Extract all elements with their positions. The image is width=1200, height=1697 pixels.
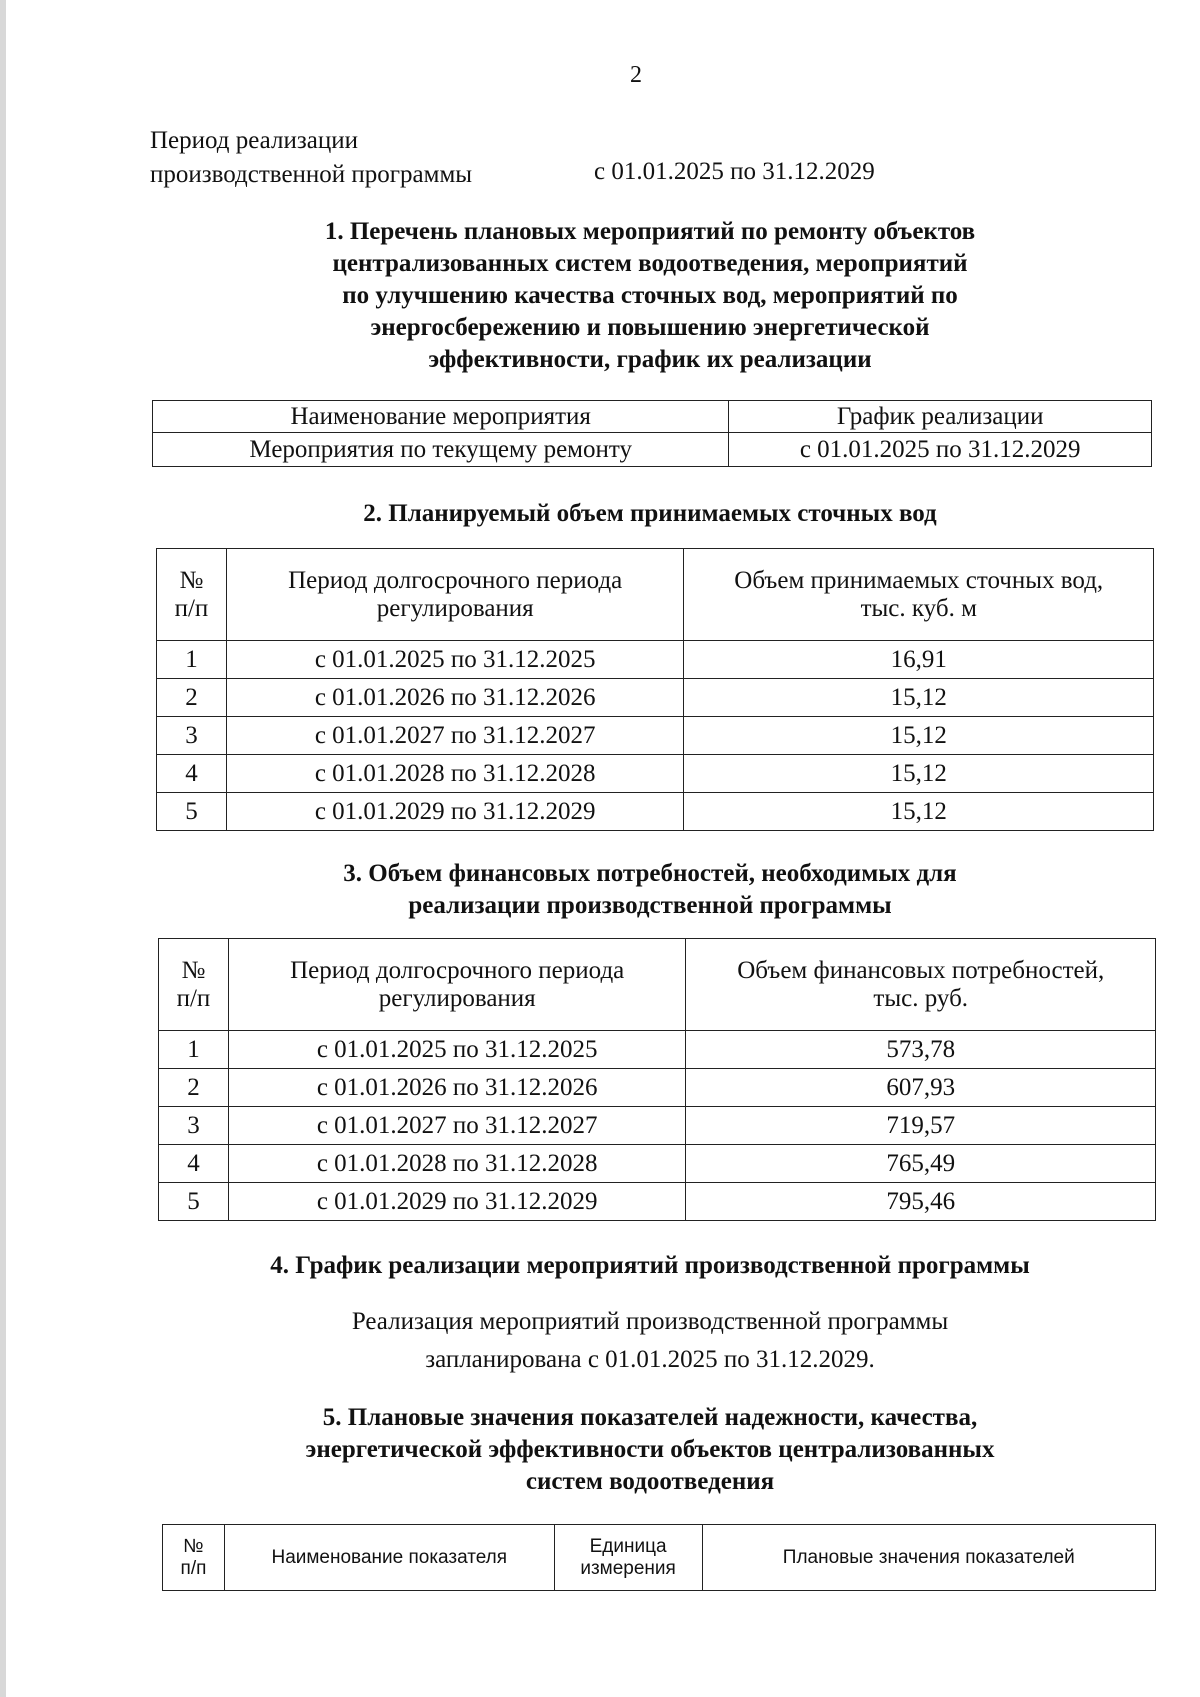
table-row — [157, 641, 1154, 679]
row-period: с 01.01.2025 по 31.12.2025 — [228, 1031, 686, 1069]
period-label — [150, 124, 472, 192]
table-row — [157, 717, 1154, 755]
section1-title-line4: энергосбережению и повышению энергетической — [370, 314, 930, 341]
row-num: 3 — [159, 1107, 229, 1145]
section2-title — [150, 498, 1150, 530]
section3-title-line2: реализации производственной программы — [408, 892, 892, 919]
row-num: 4 — [157, 755, 227, 793]
section4-text-line2: запланирована с 01.01.2025 по 31.12.2029. — [425, 1346, 875, 1373]
wastewater-header-num — [157, 549, 227, 641]
table-row — [157, 793, 1154, 831]
wastewater-header-volume — [684, 549, 1154, 641]
activity-name: Мероприятия по текущему ремонту — [153, 433, 729, 467]
header-unit-line2: измерения — [580, 1557, 676, 1579]
table-row — [159, 1031, 1156, 1069]
section1-title-line5: эффективности, график их реализации — [428, 346, 872, 373]
indicators-table — [162, 1524, 1156, 1591]
indicators-header-values: Плановые значения показателей — [702, 1525, 1155, 1591]
period-label-line2: производственной программы — [150, 161, 473, 188]
activities-table — [152, 400, 1152, 467]
row-value: 16,91 — [684, 641, 1154, 679]
section3-title-line1: 3. Объем финансовых потребностей, необходимых для — [343, 860, 957, 887]
row-value: 765,49 — [686, 1145, 1156, 1183]
header-num-line1: № — [181, 956, 206, 984]
section1-title-line1: 1. Перечень плановых мероприятий по ремонту объектов — [324, 218, 976, 245]
wastewater-header-period — [226, 549, 684, 641]
scan-edge — [0, 0, 6, 1697]
section1-title-line3: по улучшению качества сточных вод, мероприятий по — [342, 282, 958, 309]
finance-header-num — [159, 939, 229, 1031]
period-label-line1: Период реализации — [150, 127, 358, 154]
header-period-line2: регулирования — [378, 984, 536, 1012]
header-num-line2: п/п — [180, 1557, 207, 1579]
row-period: с 01.01.2029 по 31.12.2029 — [228, 1183, 686, 1221]
header-period-line1: Период долгосрочного периода — [290, 956, 625, 984]
row-period: с 01.01.2025 по 31.12.2025 — [226, 641, 684, 679]
header-num-line2: п/п — [176, 984, 211, 1012]
section4-title-text: 4. График реализации мероприятий производственной программы — [270, 1252, 1030, 1279]
table-row — [157, 755, 1154, 793]
header-volume-line2: тыс. руб. — [873, 984, 969, 1012]
row-value: 795,46 — [686, 1183, 1156, 1221]
page-number: 2 — [630, 62, 642, 88]
section2-title-text: 2. Планируемый объем принимаемых сточных вод — [363, 500, 937, 527]
row-value: 15,12 — [684, 793, 1154, 831]
row-num: 3 — [157, 717, 227, 755]
header-num-line1: № — [183, 1535, 204, 1557]
section5-title-line1: 5. Плановые значения показателей надежности, качества, — [322, 1404, 978, 1431]
section4-title — [150, 1250, 1150, 1282]
activities-header-schedule: График реализации — [729, 401, 1152, 433]
row-num: 1 — [159, 1031, 229, 1069]
section4-paragraph — [150, 1303, 1150, 1379]
table-row — [159, 1107, 1156, 1145]
row-value: 719,57 — [686, 1107, 1156, 1145]
table-row — [153, 433, 1152, 467]
row-period: с 01.01.2029 по 31.12.2029 — [226, 793, 684, 831]
section5-title-line2: энергетической эффективности объектов централизованных — [305, 1436, 995, 1463]
finance-header-volume — [686, 939, 1156, 1031]
indicators-header-name: Наименование показателя — [224, 1525, 554, 1591]
table-row — [157, 679, 1154, 717]
section5-title-line3: систем водоотведения — [525, 1468, 775, 1495]
row-period: с 01.01.2026 по 31.12.2026 — [228, 1069, 686, 1107]
row-num: 1 — [157, 641, 227, 679]
row-period: с 01.01.2028 по 31.12.2028 — [226, 755, 684, 793]
header-period-line2: регулирования — [376, 594, 534, 622]
table-row — [159, 1183, 1156, 1221]
row-value: 15,12 — [684, 717, 1154, 755]
row-value: 15,12 — [684, 755, 1154, 793]
header-volume-line1: Объем финансовых потребностей, — [737, 956, 1105, 984]
row-num: 4 — [159, 1145, 229, 1183]
table-row — [159, 1145, 1156, 1183]
section3-title — [150, 858, 1150, 922]
section5-title — [150, 1402, 1150, 1498]
section1-title — [150, 216, 1150, 376]
header-period-line1: Период долгосрочного периода — [288, 566, 623, 594]
header-volume-line2: тыс. куб. м — [860, 594, 977, 622]
indicators-header-num — [163, 1525, 225, 1591]
row-value: 15,12 — [684, 679, 1154, 717]
section1-title-line2: централизованных систем водоотведения, мероприятий — [332, 250, 968, 277]
row-value: 573,78 — [686, 1031, 1156, 1069]
section4-text-line1: Реализация мероприятий производственной программы — [351, 1308, 949, 1335]
activity-schedule: с 01.01.2025 по 31.12.2029 — [729, 433, 1152, 467]
row-period: с 01.01.2028 по 31.12.2028 — [228, 1145, 686, 1183]
indicators-header-unit — [554, 1525, 702, 1591]
header-unit-line1: Единица — [589, 1535, 667, 1557]
row-num: 2 — [157, 679, 227, 717]
wastewater-volume-table — [156, 548, 1154, 831]
financial-needs-table — [158, 938, 1156, 1221]
row-period: с 01.01.2026 по 31.12.2026 — [226, 679, 684, 717]
finance-header-period — [228, 939, 686, 1031]
row-period: с 01.01.2027 по 31.12.2027 — [228, 1107, 686, 1145]
row-num: 5 — [157, 793, 227, 831]
row-num: 2 — [159, 1069, 229, 1107]
row-value: 607,93 — [686, 1069, 1156, 1107]
activities-header-name: Наименование мероприятия — [153, 401, 729, 433]
header-volume-line1: Объем принимаемых сточных вод, — [734, 566, 1104, 594]
header-num-line1: № — [179, 566, 204, 594]
table-row — [159, 1069, 1156, 1107]
row-num: 5 — [159, 1183, 229, 1221]
period-value: с 01.01.2025 по 31.12.2029 — [594, 158, 875, 185]
row-period: с 01.01.2027 по 31.12.2027 — [226, 717, 684, 755]
header-num-line2: п/п — [174, 594, 209, 622]
